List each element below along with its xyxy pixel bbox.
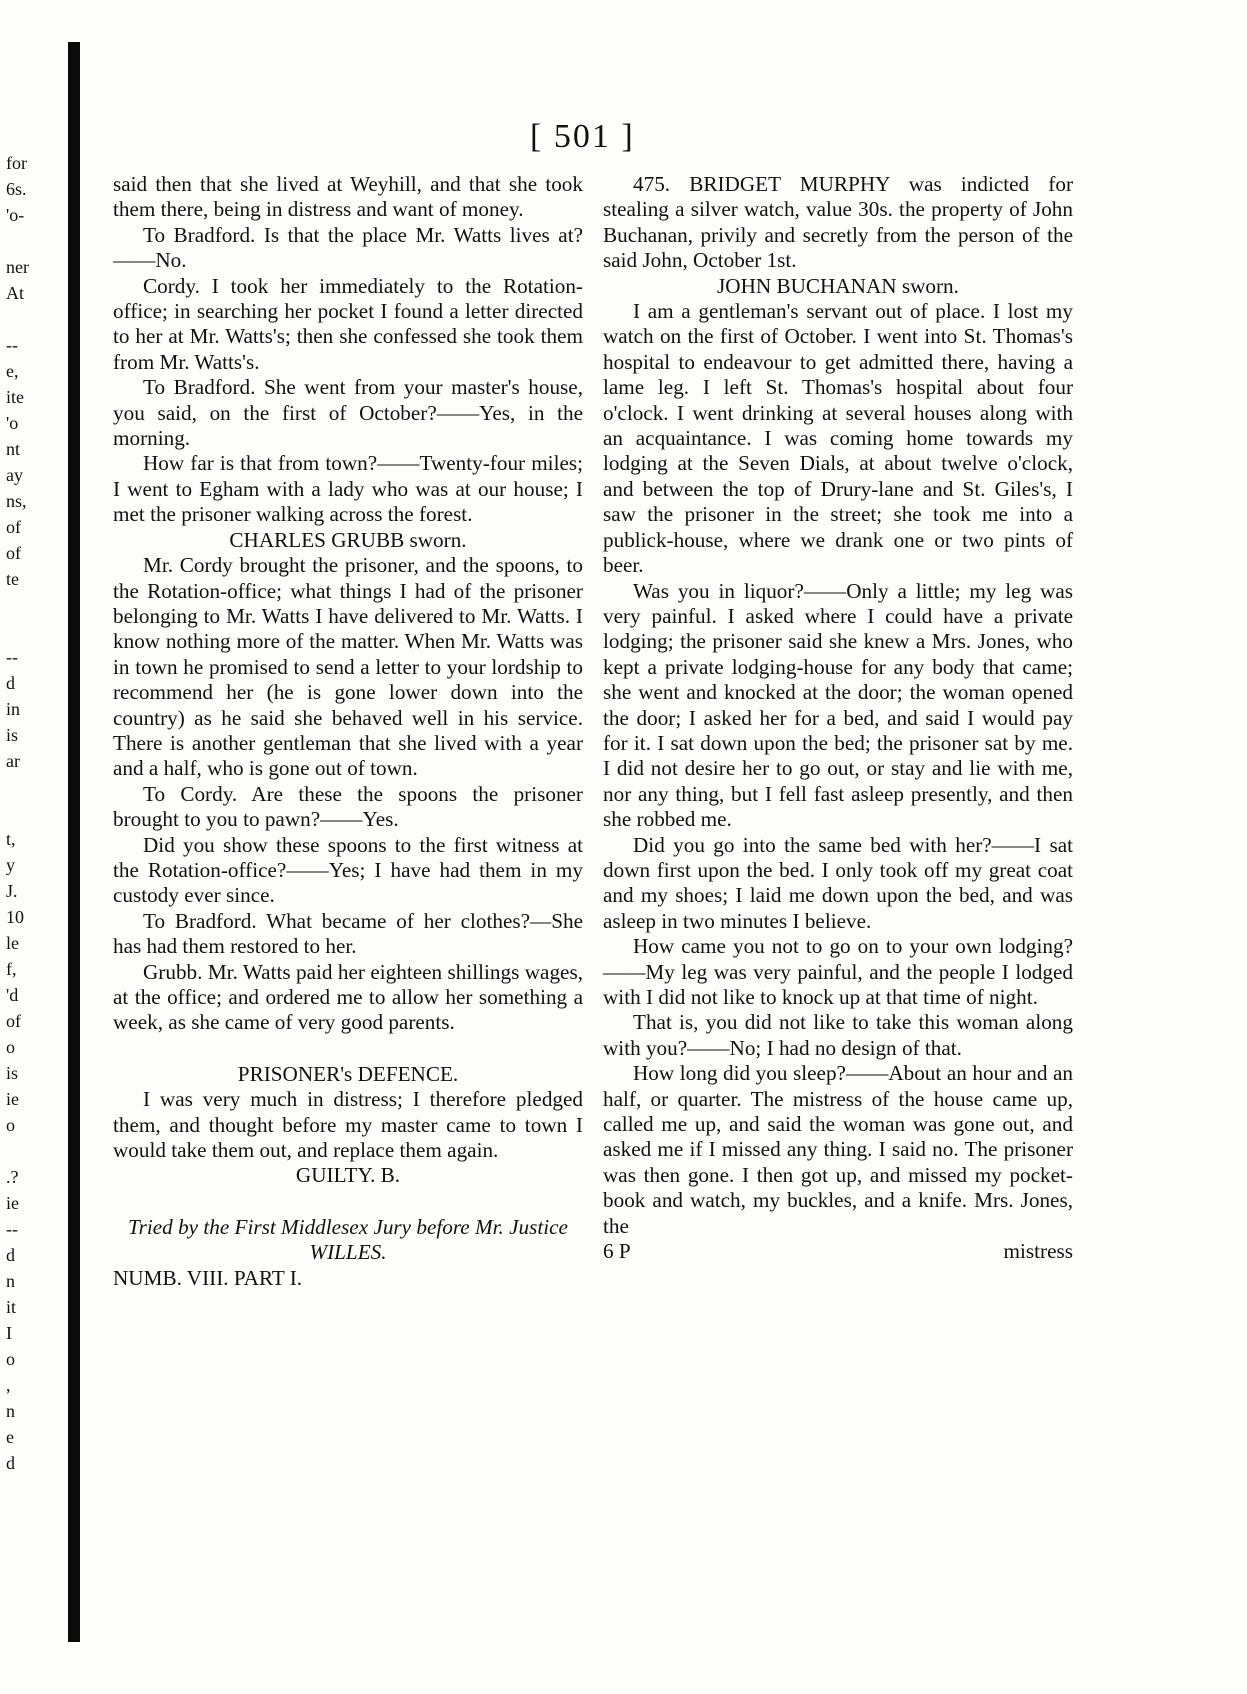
paragraph: Cordy. I took her immediately to the Rotation-office; in searching her pocket I found a letter directed to her at Mr. Watts's; then she confessed she took them from Mr. Watts's. <box>113 273 583 374</box>
margin-fragment: it <box>6 1297 17 1317</box>
margin-fragment: le <box>6 933 19 953</box>
binding-shadow <box>68 42 80 1642</box>
margin-fragment: 10 <box>6 907 24 927</box>
catchword: mistress <box>1003 1239 1073 1264</box>
margin-fragment: 'o <box>6 413 19 433</box>
paragraph: Was you in liquor?——Only a little; my leg was very painful. I asked where I could have a private lodging; the prisoner said she knew a Mrs. Jones, who kept a private lodging-house for any body that came; she went and knocked at the door; the woman opened the door; I asked her for a bed, and said I would pay for it. I sat down upon the bed; the prisoner sat by me. I did not desire her to go out, or stay and lie with me, nor any thing, but I fell fast asleep presently, and then she robbed me. <box>603 578 1073 832</box>
margin-fragment: ie <box>6 1089 19 1109</box>
margin-fragment: in <box>6 699 21 719</box>
paragraph: To Cordy. Are these the spoons the prisoner brought to you to pawn?——Yes. <box>113 781 583 832</box>
margin-fragment: ner <box>6 257 29 277</box>
adjacent-page-margin <box>6 150 46 1476</box>
paragraph: How long did you sleep?——About an hour and an half, or quarter. The mistress of the house came up, called me up, and said the woman was gone out, and asked me if I missed any thing. I said no. The prisoner was then gone. I then got up, and missed my pocket-book and watch, my buckles, and a knife. Mrs. Jones, the <box>603 1061 1073 1238</box>
paragraph: said then that she lived at Weyhill, and that she took them there, being in distress and want of money. <box>113 172 583 222</box>
margin-fragment: of <box>6 1011 21 1031</box>
margin-fragment: 'o- <box>6 205 25 225</box>
margin-fragment: -- <box>6 335 18 355</box>
margin-fragment: e <box>6 1427 14 1447</box>
paragraph: Did you show these spoons to the first witness at the Rotation-office?——Yes; I have had them in my custody ever since. <box>113 832 583 908</box>
margin-fragment: ns, <box>6 491 27 511</box>
left-column <box>113 172 583 1291</box>
margin-fragment: ay <box>6 465 23 485</box>
margin-fragment: is <box>6 1063 19 1083</box>
margin-fragment: o <box>6 1037 15 1057</box>
margin-fragment: ar <box>6 751 20 771</box>
margin-fragment: is <box>6 725 19 745</box>
margin-fragment: f, <box>6 959 17 979</box>
paragraph: Mr. Cordy brought the prisoner, and the spoons, to the Rotation-office; what things I had of the prisoner belonging to Mr. Watts I have delivered to Mr. Watts. I know nothing more of the matter. When Mr. Watts was in town he promised to send a letter to your lordship to recommend her (he is gone lower down into the country) as he said she behaved well in his service. There is another gentleman that she lived with a year and a half, who is gone out of town. <box>113 553 583 781</box>
paragraph: To Bradford. Is that the place Mr. Watts lives at?——No. <box>113 222 583 273</box>
margin-fragment <box>6 306 46 332</box>
margin-fragment: -- <box>6 1219 18 1239</box>
jury-note: Tried by the First Middlesex Jury before Mr. Justice WILLES. <box>128 1214 568 1265</box>
paragraph: I am a gentleman's servant out of place. I lost my watch on the first of October. I went into St. Thomas's hospital to endeavour to get admitted there, having a lame leg. I left St. Thomas's hospital about four o'clock. I went drinking at several houses along with an acquaintance. I was coming home towards my lodging at the Seven Dials, at about twelve o'clock, and between the top of Drury-lane and St. Giles's, I saw the prisoner in the street; she took me into a publick-house, where we drank one or two pints of beer. <box>603 299 1073 578</box>
margin-fragment: for <box>6 153 27 173</box>
paragraph: I was very much in distress; I therefore pledged them, and thought before my master came to town I would take them out, and replace them again. <box>113 1087 583 1163</box>
paragraph: That is, you did not like to take this woman along with you?——No; I had no design of that. <box>603 1010 1073 1060</box>
margin-fragment: 6s. <box>6 179 27 199</box>
margin-fragment: J. <box>6 881 18 901</box>
margin-fragment: ie <box>6 1193 19 1213</box>
margin-fragment <box>6 1138 46 1164</box>
margin-fragment <box>6 228 46 254</box>
paragraph: How came you not to go on to your own lodging?——My leg was very painful, and the people I lodged with I did not like to knock up at that time of night. <box>603 934 1073 1009</box>
page-number: [ 501 ] <box>530 118 635 155</box>
section-heading: PRISONER's DEFENCE. <box>237 1061 459 1086</box>
paragraph: To Bradford. What became of her clothes?—She has had them restored to her. <box>113 908 583 959</box>
margin-fragment: -- <box>6 647 18 667</box>
witness-heading: JOHN BUCHANAN sworn. <box>717 273 959 298</box>
verdict: GUILTY. B. <box>295 1163 401 1188</box>
margin-fragment <box>6 800 46 826</box>
margin-fragment <box>6 592 46 618</box>
margin-fragment: nt <box>6 439 21 459</box>
margin-fragment: e, <box>6 361 19 381</box>
paragraph: How far is that from town?——Twenty-four miles; I went to Egham with a lady who was at our house; I met the prisoner walking across the forest. <box>113 451 583 527</box>
margin-fragment: .? <box>6 1167 19 1187</box>
margin-fragment <box>6 774 46 800</box>
margin-fragment <box>6 618 46 644</box>
margin-fragment: of <box>6 517 21 537</box>
signature-mark: 6 P <box>603 1239 631 1264</box>
margin-fragment: n <box>6 1271 15 1291</box>
margin-fragment: , <box>6 1375 11 1395</box>
paragraph: To Bradford. She went from your master's house, you said, on the first of October?——Yes, in the morning. <box>113 375 583 451</box>
margin-fragment: of <box>6 543 21 563</box>
margin-fragment: te <box>6 569 19 589</box>
margin-fragment: At <box>6 283 24 303</box>
paragraph: Grubb. Mr. Watts paid her eighteen shillings wages, at the office; and ordered me to allow her something a week, as she came of very good parents. <box>113 959 583 1035</box>
margin-fragment: y <box>6 855 15 875</box>
paragraph: Did you go into the same bed with her?——I sat down first upon the bed. I only took off my great coat and my shoes; I laid me down upon the bed, and was asleep in two minutes I believe. <box>603 832 1073 933</box>
margin-fragment: d <box>6 1245 15 1265</box>
right-column <box>603 172 1073 1264</box>
margin-fragment: o <box>6 1115 15 1135</box>
margin-fragment: t, <box>6 829 16 849</box>
margin-fragment: d <box>6 1453 15 1473</box>
margin-fragment: n <box>6 1401 15 1421</box>
margin-fragment: d <box>6 673 15 693</box>
paragraph: 475. BRIDGET MURPHY was indicted for stealing a silver watch, value 30s. the property of John Buchanan, privily and secretly from the person of the said John, October 1st. <box>603 172 1073 273</box>
margin-fragment: ite <box>6 387 24 407</box>
margin-fragment: o <box>6 1349 15 1369</box>
witness-heading: CHARLES GRUBB sworn. <box>229 527 467 552</box>
signature-mark: NUMB. VIII. PART I. <box>113 1265 303 1290</box>
margin-fragment: 'd <box>6 985 19 1005</box>
margin-fragment: I <box>6 1323 12 1343</box>
